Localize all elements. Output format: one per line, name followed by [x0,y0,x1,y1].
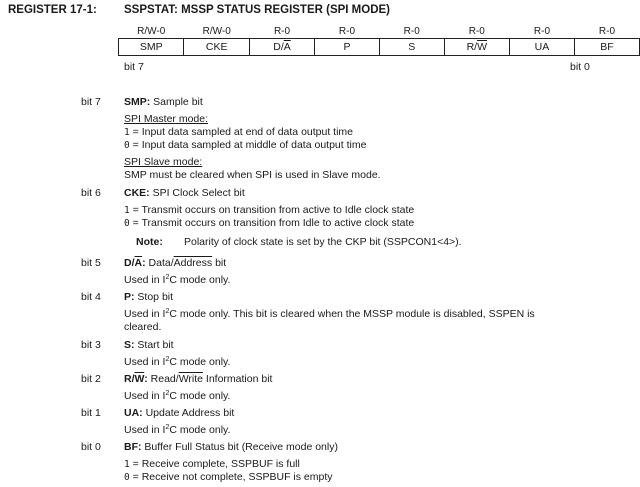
bit4-title [124,291,173,303]
register-id: REGISTER 17-1: [8,4,97,16]
bit2-used-pre: Used in I [124,390,166,402]
register-bit-table [118,25,640,56]
bit5-name-text: $D/\overline{A}$ [273,41,291,53]
bit7-master-0-text: = Input data sampled at middle of data output time [129,139,367,151]
bit2-mnemonic-pre: R/ [124,373,135,385]
access-bit4: R-0 [338,26,356,37]
bit6-note-text: Polarity of clock state is set by the CKP bit (SSPCON1<4>). [184,236,462,248]
bit5-mnemonic-pre: D/ [124,257,135,269]
bit5-label: bit 5 [81,257,101,269]
bit6-name: CKE [184,39,249,56]
bit1-used [124,424,230,436]
bit4-label: bit 4 [81,291,101,303]
bit4-used-cont: cleared. [124,321,162,333]
register-title: SSPSTAT: MSSP STATUS REGISTER (SPI MODE) [124,4,391,16]
bit4-name: P [315,39,380,56]
bit1-used-sup: 2 [165,424,170,431]
bit2-name-text: $R/\overline{W}$ [466,41,487,53]
bit7-master-1 [124,126,353,138]
bit0-line-0-code: 0 [124,472,130,483]
bit0-line-1-text: = Receive complete, SSPBUF is full [129,458,300,470]
bit5-desc-over: Address [173,257,213,269]
bit2-mnemonic [124,373,148,385]
bit3-title-desc: Start bit [137,339,174,351]
bit6-line-1 [124,204,414,216]
bit0-line-1-code: 1 [124,459,130,470]
access-bit2: R-0 [468,26,485,37]
bit3-used-pre: Used in I [124,356,166,368]
bit5-used-post: C mode only. [169,274,231,286]
access-bit0: R-0 [598,26,616,37]
bit1-title-desc: Update Address bit [145,407,235,419]
bit2-used-post: C mode only. [169,390,231,402]
bit5-mnemonic-over: $\overline{A}$ [134,257,143,269]
bit2-title [124,373,272,385]
bit6-label: bit 6 [81,187,101,199]
bit7-label: bit 7 [81,96,101,108]
bit0-mnemonic: BF: [124,441,142,453]
bit6-note-label: Note: [136,236,163,248]
bit0-line-1 [124,458,300,470]
bit4-used-post: C mode only. This bit is cleared when the MSSP module is disabled, SSPEN is [169,308,535,320]
bit3-used-post: C mode only. [169,356,231,368]
bit3-used-sup: 2 [165,356,170,363]
bit6-line-0 [124,217,414,229]
bit1-name: UA [509,39,574,56]
bit5-desc-pre: Data/ [148,257,174,269]
bit6-line-0-text: = Transmit occurs on transition from Idle to active clock state [129,217,415,229]
bit7-master-1-text: = Input data sampled at end of data output time [129,126,354,138]
bit7-master-1-code: 1 [124,127,130,138]
bit5-mnemonic [124,257,146,269]
bit1-used-post: C mode only. [169,424,231,436]
bit5-used-sup: 2 [165,274,170,281]
bit7-title-desc: Sample bit [153,96,203,108]
bit2-name [444,39,509,56]
bit2-label: bit 2 [81,373,101,385]
access-bit5: R-0 [273,26,291,37]
bit2-desc-over: Write [178,373,203,385]
access-bit6: R/W-0 [202,26,231,37]
bit5-mnemonic-post: : [142,257,146,269]
bit4-used-pre: Used in I [124,308,166,320]
bit2-mnemonic-over: $\overline{W}$ [134,373,145,385]
bit6-line-1-text: = Transmit occurs on transition from active to Idle clock state [129,204,415,216]
bit0-name: BF [574,39,639,56]
bit4-title-desc: Stop bit [137,291,174,303]
bit7-master-heading: SPI Master mode: [124,113,209,125]
bit7-slave-heading: SPI Slave mode: [124,156,203,168]
bit6-title-desc: SPI Clock Select bit [152,187,245,199]
bit0-title-desc: Buffer Full Status bit (Receive mode only) [144,441,338,453]
bit0-line-0-text: = Receive not complete, SSPBUF is empty [129,471,333,483]
bit7-master-0 [124,139,366,151]
bit4-mnemonic: P: [124,291,135,303]
bit-name-row [119,39,640,56]
bit3-title [124,339,174,351]
bit2-desc-post: Information bit [203,373,273,385]
bit1-title [124,407,234,419]
bit1-label: bit 1 [81,407,101,419]
bit3-label: bit 3 [81,339,101,351]
access-bit7: R/W-0 [137,26,166,37]
bit5-title [124,257,226,269]
bit0-title [124,441,338,453]
bit5-used [124,274,230,286]
bit3-mnemonic: S: [124,339,135,351]
access-bit1: R-0 [533,26,551,37]
bit1-mnemonic: UA: [124,407,143,419]
bit6-mnemonic: CKE: [124,187,150,199]
bit7-slave-text: SMP must be cleared when SPI is used in Slave mode. [124,169,381,181]
access-bit3: R-0 [403,26,420,37]
bit3-name: S [379,39,444,56]
bit1-used-pre: Used in I [124,424,166,436]
access-row [119,25,640,39]
bit7-mnemonic: SMP: [124,96,151,108]
bit0-label: bit 0 [81,441,101,453]
bit2-desc-pre: Read/ [150,373,179,385]
bit3-used [124,356,230,368]
bit0-line-0 [124,471,333,483]
bit2-used [124,390,230,402]
bit7-name: SMP [119,39,184,56]
bit7-master-0-code: 0 [124,140,130,151]
bit4-used [124,308,535,320]
bit2-used-sup: 2 [165,390,170,397]
msb-label: bit 7 [124,61,144,73]
bit5-name [249,39,314,56]
bit5-desc-post: bit [212,257,227,269]
bit6-line-1-code: 1 [124,205,130,216]
lsb-label: bit 0 [570,61,590,73]
bit6-title [124,187,245,199]
bit4-used-sup: 2 [165,308,170,315]
bit6-line-0-code: 0 [124,218,130,229]
bit5-used-pre: Used in I [124,274,166,286]
bit7-title [124,96,203,108]
bit2-mnemonic-post: : [144,373,148,385]
